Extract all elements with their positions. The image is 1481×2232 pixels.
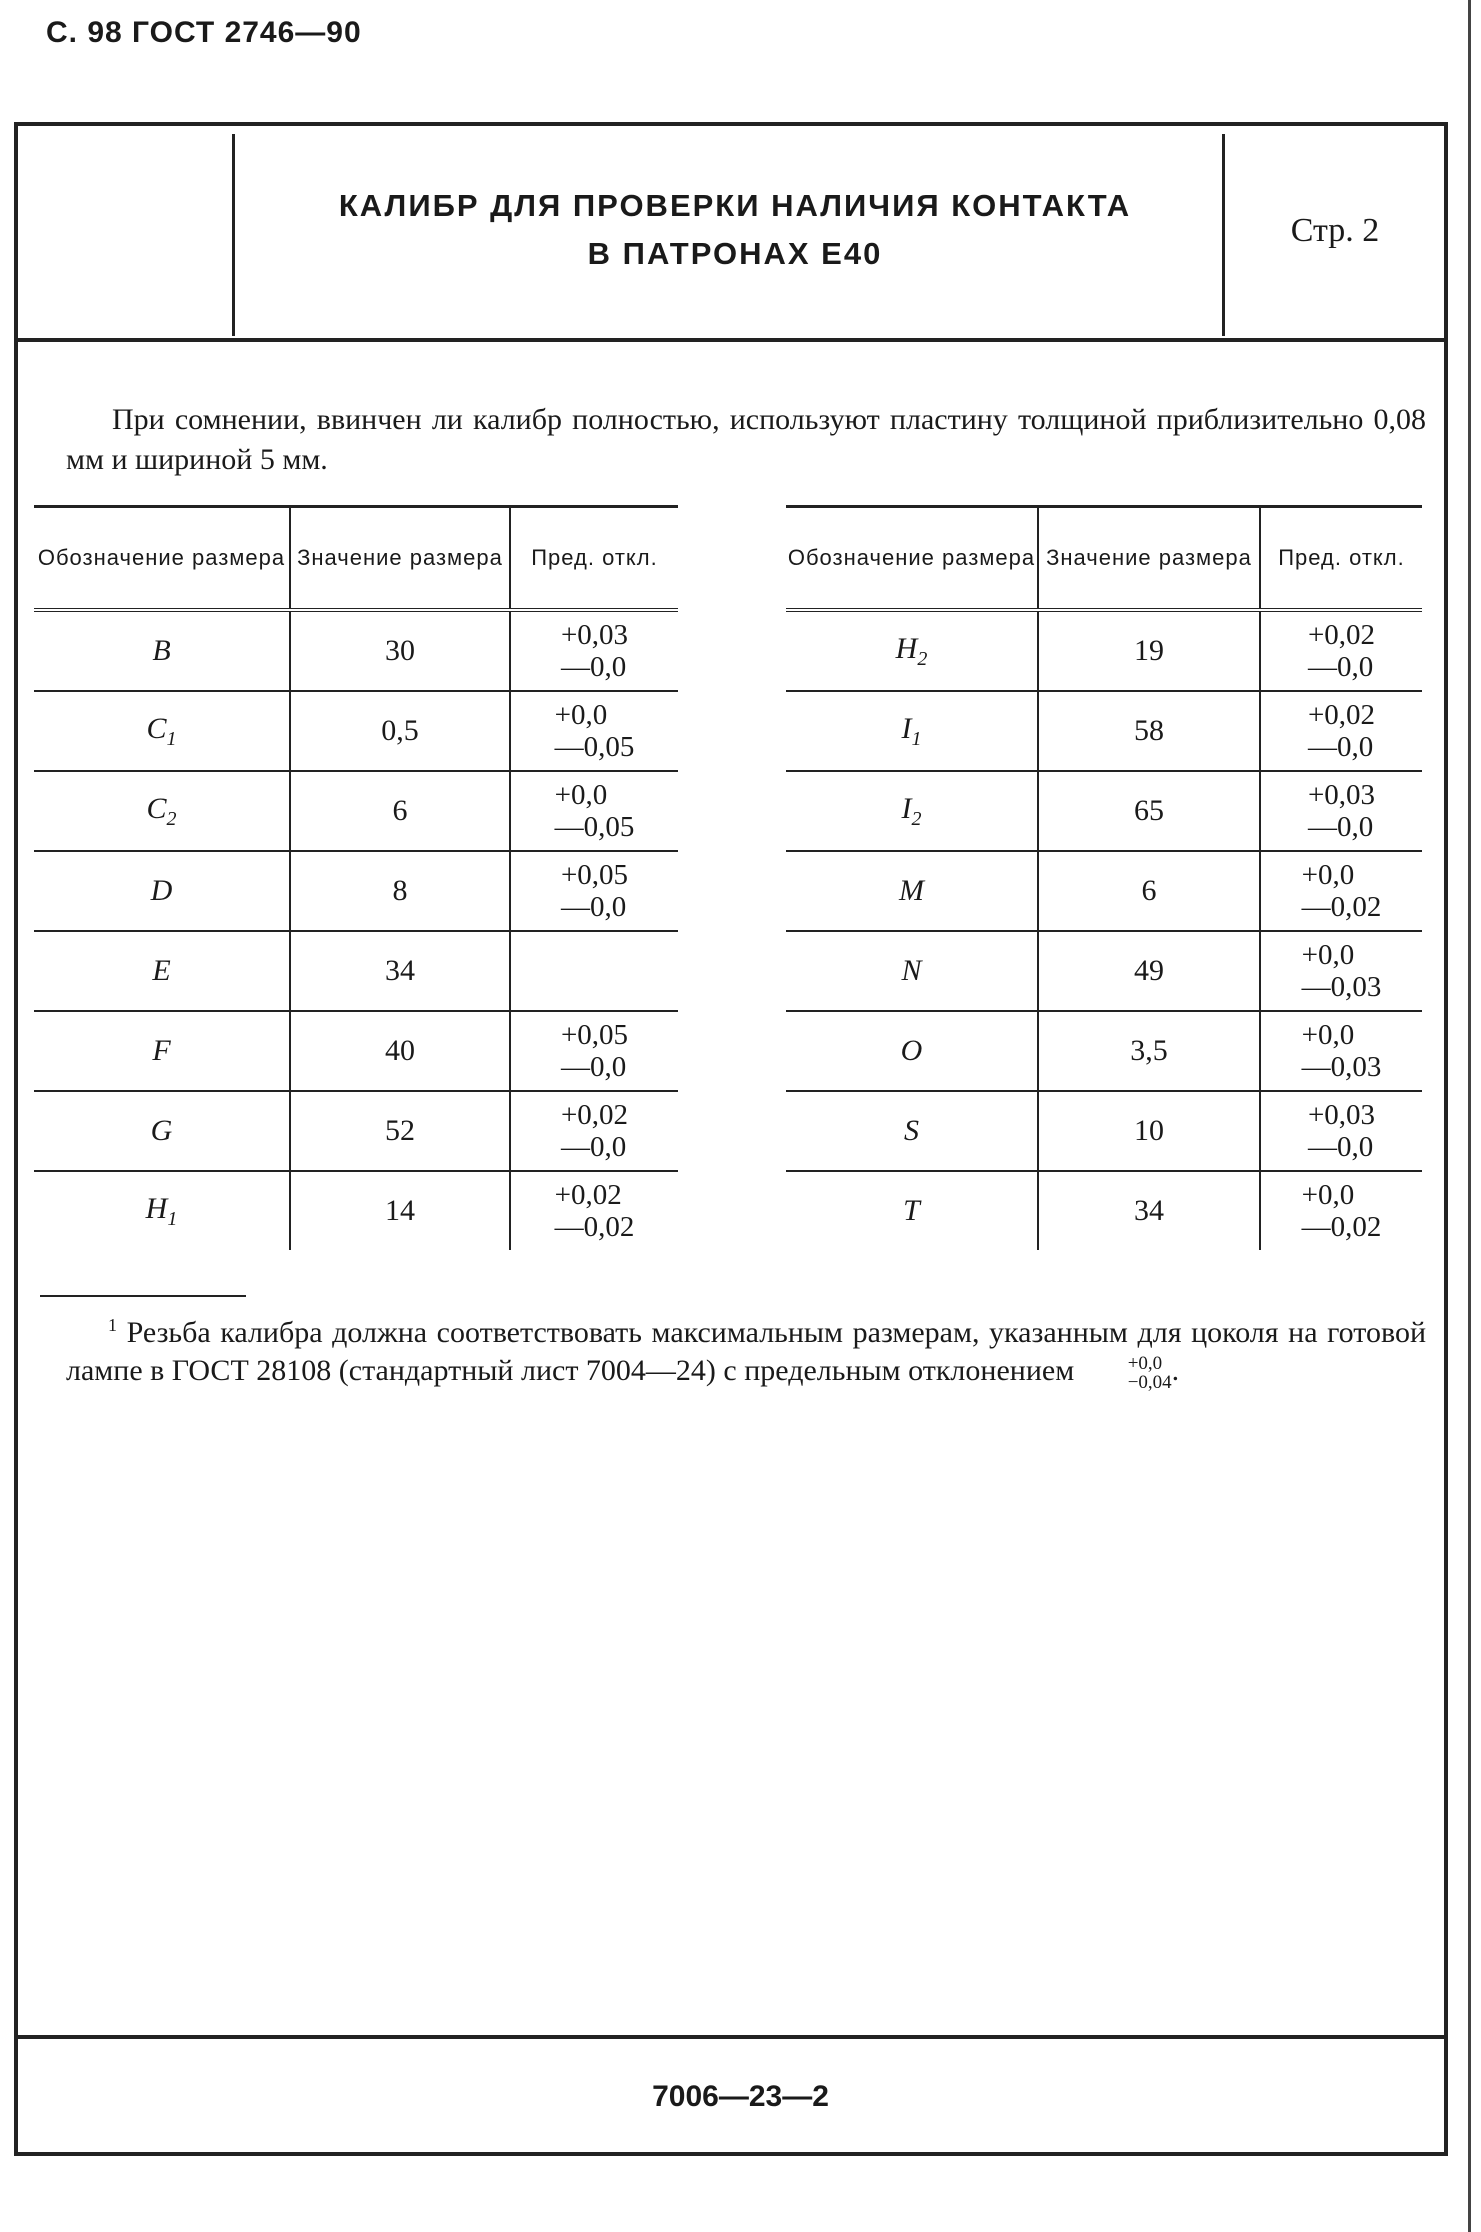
table-row	[34, 1011, 678, 1091]
table-row	[34, 851, 678, 931]
table-row	[34, 610, 678, 691]
tolerance-cell	[510, 1171, 678, 1250]
value-cell: 8	[290, 851, 510, 931]
tolerance-pair	[1302, 1019, 1382, 1083]
designation-cell	[786, 691, 1038, 771]
value-cell: 0,5	[290, 691, 510, 771]
tolerance-upper: +0,0	[1301, 1178, 1355, 1211]
tolerance-lower: —0,03	[1301, 970, 1382, 1003]
tolerance-upper: +0,05	[560, 1018, 629, 1051]
dimension-symbol: M	[899, 874, 924, 907]
table-row	[786, 610, 1422, 691]
designation-cell	[786, 1171, 1038, 1250]
value-cell: 19	[1038, 610, 1260, 691]
footnote-tolerance	[1086, 1354, 1172, 1392]
tolerance-pair	[555, 699, 635, 763]
col-header-value: Значение размера	[290, 507, 510, 611]
table-row	[34, 931, 678, 1011]
footnote-rule	[40, 1295, 246, 1297]
table-body-right	[786, 610, 1422, 1250]
tolerance-pair	[561, 1099, 628, 1163]
tolerance-upper: +0,02	[560, 1098, 629, 1131]
dimension-table-right	[786, 505, 1422, 1250]
tolerance-lower: —0,0	[560, 650, 627, 683]
tolerance-cell	[1260, 1091, 1422, 1171]
footnote-marker: 1	[108, 1315, 117, 1335]
tolerance-upper: +0,0	[1301, 858, 1355, 891]
dimension-table-left	[34, 505, 678, 1250]
designation-cell	[34, 1171, 290, 1250]
tolerance-cell	[1260, 851, 1422, 931]
tolerance-upper: +0,02	[554, 1178, 622, 1211]
tolerance-cell	[510, 771, 678, 851]
tolerance-pair	[555, 1179, 635, 1243]
table-row	[786, 931, 1422, 1011]
footnote-tol-lower: −0,04	[1127, 1372, 1172, 1394]
tolerance-lower: —0,02	[1301, 890, 1382, 923]
table-row	[786, 1011, 1422, 1091]
dimension-subscript: 2	[166, 807, 177, 830]
tolerance-pair	[561, 619, 628, 683]
dimension-symbol: N	[901, 954, 922, 987]
tolerance-pair	[561, 859, 628, 923]
dimension-symbol: E	[152, 954, 171, 987]
dimension-subscript: 2	[917, 647, 928, 670]
table-body-left	[34, 610, 678, 1250]
table-header-row	[34, 507, 678, 611]
tolerance-lower: —0,0	[1307, 650, 1374, 683]
tolerance-lower: —0,02	[1301, 1210, 1382, 1243]
tolerance-pair	[1308, 779, 1375, 843]
title-divider-left	[232, 134, 235, 336]
designation-cell	[786, 1091, 1038, 1171]
tolerance-upper: +0,03	[1307, 1098, 1376, 1131]
title-block-rule	[14, 338, 1448, 342]
sheet-title-line1: КАЛИБР ДЛЯ ПРОВЕРКИ НАЛИЧИЯ КОНТАКТА	[338, 188, 1132, 223]
dimension-subscript: 1	[166, 727, 177, 750]
col-header-designation: Обозначение размера	[37, 545, 286, 570]
dimension-symbol: O	[900, 1034, 923, 1067]
designation-cell	[34, 1011, 290, 1091]
tolerance-pair	[1302, 859, 1382, 923]
designation-cell	[786, 851, 1038, 931]
designation-cell	[786, 610, 1038, 691]
tolerance-upper: +0,03	[1307, 778, 1376, 811]
designation-cell	[34, 851, 290, 931]
bottom-rule	[14, 2035, 1448, 2039]
value-cell: 58	[1038, 691, 1260, 771]
tolerance-lower: —0,05	[554, 730, 635, 763]
designation-cell	[786, 931, 1038, 1011]
footnote-text: Резьба калибра должна соответствовать максимальным размерам, указанным для цоколя на готовой лампе в ГОСТ 28108 (стандартный лист 7004—24) с предельным отклонением	[66, 1316, 1427, 1387]
tolerance-upper: +0,02	[1307, 618, 1376, 651]
dimension-subscript: 1	[911, 727, 922, 750]
intro-paragraph: При сомнении, ввинчен ли калибр полностью, используют пластину толщиной приблизительно 0,08 мм и шириной 5 мм.	[66, 403, 1426, 476]
designation-cell	[786, 1011, 1038, 1091]
table-row	[786, 1171, 1422, 1250]
table-row	[34, 1171, 678, 1250]
designation-cell	[34, 610, 290, 691]
tolerance-upper: +0,03	[560, 618, 629, 651]
footnote-end: .	[1171, 1354, 1180, 1387]
dimension-symbol: H	[895, 631, 918, 665]
table-row	[34, 771, 678, 851]
tolerance-lower: —0,0	[560, 1050, 627, 1083]
dimension-symbol: C	[146, 791, 167, 825]
col-header-designation: Обозначение размера	[787, 545, 1036, 570]
tolerance-cell	[1260, 610, 1422, 691]
dimension-symbol: F	[152, 1034, 171, 1067]
tolerance-pair	[1308, 619, 1375, 683]
dimension-subscript: 1	[167, 1207, 178, 1230]
tolerance-lower: —0,0	[560, 890, 627, 923]
value-cell: 6	[1038, 851, 1260, 931]
footnote	[66, 1306, 1426, 1392]
tolerance-upper: +0,0	[554, 778, 608, 811]
table-row	[34, 691, 678, 771]
value-cell: 52	[290, 1091, 510, 1171]
designation-cell	[786, 771, 1038, 851]
designation-cell	[34, 691, 290, 771]
table-header-row	[786, 507, 1422, 611]
tolerance-lower: —0,0	[1307, 730, 1374, 763]
tolerance-upper: +0,05	[560, 858, 629, 891]
dimension-symbol: B	[152, 634, 171, 667]
page-header: С. 98 ГОСТ 2746—90	[46, 16, 362, 49]
tolerance-pair	[555, 779, 635, 843]
table-row	[786, 1091, 1422, 1171]
tolerance-cell	[1260, 691, 1422, 771]
tolerance-cell	[510, 931, 678, 1011]
tolerance-cell	[1260, 771, 1422, 851]
tolerance-lower: —0,02	[554, 1210, 635, 1243]
dimension-symbol: H	[145, 1191, 168, 1225]
col-header-value: Значение размера	[1038, 507, 1260, 611]
tolerance-upper: +0,0	[1301, 1018, 1355, 1051]
value-cell: 6	[290, 771, 510, 851]
table-row	[786, 691, 1422, 771]
tolerance-lower: —0,0	[1307, 1130, 1374, 1163]
designation-cell	[34, 931, 290, 1011]
page-edge-line	[1468, 0, 1471, 2232]
tolerance-pair	[1302, 939, 1382, 1003]
tolerance-cell	[1260, 1011, 1422, 1091]
tolerance-upper: +0,02	[1307, 698, 1376, 731]
dimension-symbol: D	[150, 874, 173, 907]
tolerance-cell	[1260, 1171, 1422, 1250]
value-cell: 3,5	[1038, 1011, 1260, 1091]
tolerance-cell	[1260, 931, 1422, 1011]
tolerance-cell	[510, 691, 678, 771]
value-cell: 30	[290, 610, 510, 691]
table-row	[786, 771, 1422, 851]
tolerance-pair	[561, 1019, 628, 1083]
col-header-tolerance: Пред. откл.	[1260, 507, 1422, 611]
dimension-symbol: I	[901, 711, 912, 745]
dimension-symbol: I	[901, 791, 912, 825]
sheet-title-line2: В ПАТРОНАХ Е40	[587, 236, 883, 271]
designation-cell	[34, 771, 290, 851]
value-cell: 14	[290, 1171, 510, 1250]
dimension-symbol: S	[904, 1114, 919, 1147]
footnote-tol-upper: +0,0	[1127, 1353, 1163, 1375]
tolerance-lower: —0,03	[1301, 1050, 1382, 1083]
table-row	[786, 851, 1422, 931]
value-cell: 49	[1038, 931, 1260, 1011]
col-header-tolerance: Пред. откл.	[510, 507, 678, 611]
value-cell: 10	[1038, 1091, 1260, 1171]
value-cell: 34	[290, 931, 510, 1011]
page-reference: Стр. 2	[1290, 212, 1380, 249]
tolerance-upper: +0,0	[554, 698, 608, 731]
dimension-subscript: 2	[911, 807, 922, 830]
designation-cell	[34, 1091, 290, 1171]
tolerance-upper: +0,0	[1301, 938, 1355, 971]
value-cell: 34	[1038, 1171, 1260, 1250]
dimension-symbol: G	[150, 1114, 173, 1147]
dimension-symbol: T	[903, 1194, 920, 1227]
tolerance-lower: —0,05	[554, 810, 635, 843]
tolerance-pair	[1308, 699, 1375, 763]
tolerance-pair	[1302, 1179, 1382, 1243]
value-cell: 40	[290, 1011, 510, 1091]
tolerance-pair	[1308, 1099, 1375, 1163]
document-number: 7006—23—2	[652, 2080, 829, 2113]
table-row	[34, 1091, 678, 1171]
value-cell: 65	[1038, 771, 1260, 851]
tolerance-lower: —0,0	[560, 1130, 627, 1163]
tolerance-cell	[510, 851, 678, 931]
tolerance-cell	[510, 1011, 678, 1091]
tolerance-cell	[510, 610, 678, 691]
dimension-symbol: C	[146, 711, 167, 745]
tolerance-cell	[510, 1091, 678, 1171]
tolerance-lower: —0,0	[1307, 810, 1374, 843]
sheet-title	[240, 182, 1230, 278]
